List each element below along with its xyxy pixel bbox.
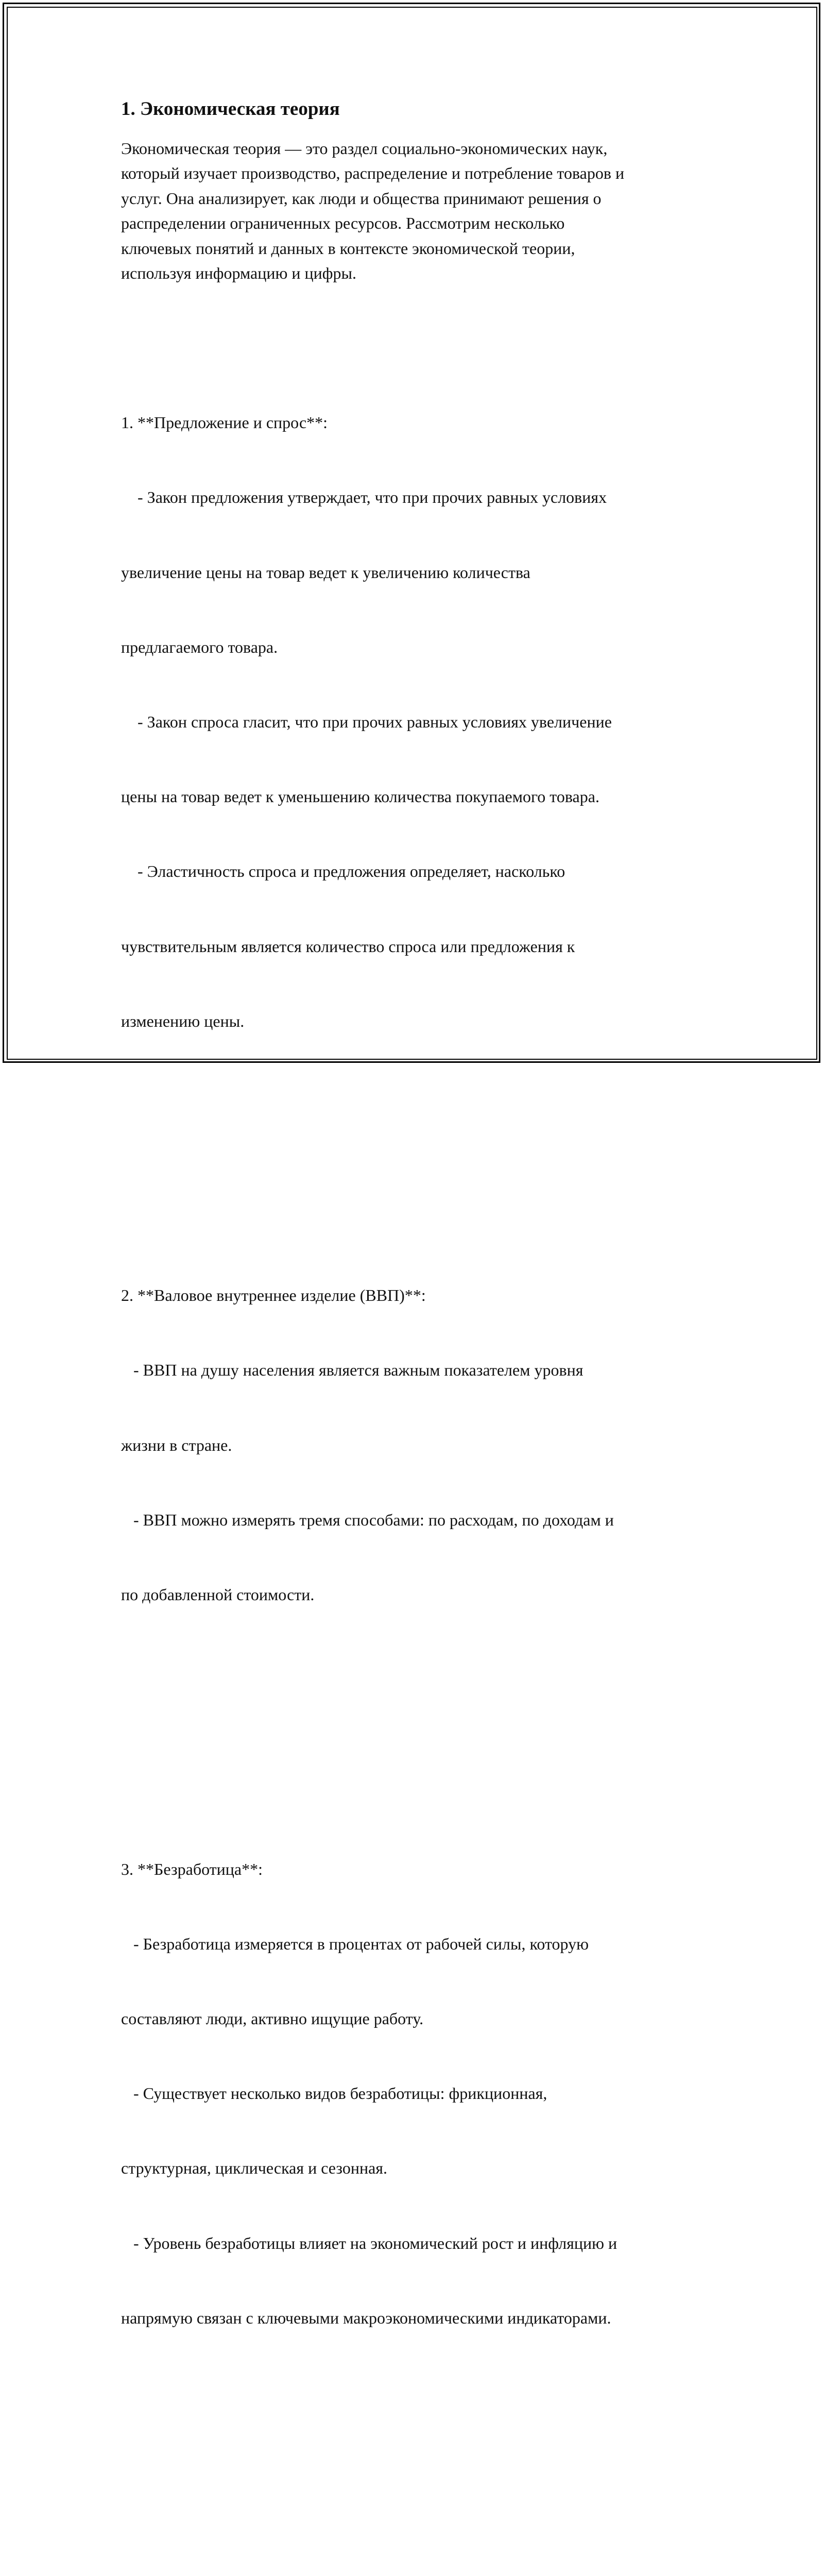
intro-line: который изучает производство, распределение и потребление товаров и bbox=[121, 164, 625, 183]
intro-line: ключевых понятий и данных в контексте экономической теории, bbox=[121, 239, 575, 258]
list-item-line: напрямую связан с ключевыми макроэкономическими индикаторами. bbox=[121, 2308, 611, 2327]
list-item-line: - Эластичность спроса и предложения определяет, насколько bbox=[121, 862, 565, 881]
list-item-line: изменению цены. bbox=[121, 1011, 245, 1030]
list-item-line: структурная, циклическая и сезонная. bbox=[121, 2159, 387, 2178]
list-item-title: 3. **Безработица**: bbox=[121, 1859, 263, 1878]
list-item-line: жизни в стране. bbox=[121, 1435, 232, 1454]
section-heading: 1. Экономическая теория bbox=[121, 98, 340, 120]
list-item-title: 2. **Валовое внутреннее изделие (ВВП)**: bbox=[121, 1286, 426, 1305]
concepts-list bbox=[121, 310, 718, 2576]
list-item-supply-demand bbox=[121, 360, 718, 1083]
list-item-line: цены на товар ведет к уменьшению количества покупаемого товара. bbox=[121, 787, 599, 806]
list-item-line: - Существует несколько видов безработицы: фрикционная, bbox=[121, 2084, 547, 2103]
paragraph-gap bbox=[121, 2430, 718, 2455]
list-item-gdp bbox=[121, 1233, 718, 1657]
list-item-line: по добавленной стоимости. bbox=[121, 1585, 315, 1604]
document-page bbox=[121, 95, 718, 2576]
list-item-line: - Закон спроса гласит, что при прочих равных условиях увеличение bbox=[121, 712, 612, 731]
list-item-line: - ВВП на душу населения является важным показателем уровня bbox=[121, 1361, 583, 1380]
list-item-inflation bbox=[121, 2530, 718, 2576]
list-item-line: - Закон предложения утверждает, что при прочих равных условиях bbox=[121, 488, 607, 507]
intro-line: используя информацию и цифры. bbox=[121, 264, 356, 283]
list-item-title: 1. **Предложение и спрос**: bbox=[121, 413, 328, 432]
intro-line: услуг. Она анализирует, как люди и общества принимают решения о bbox=[121, 189, 602, 208]
list-item-line: увеличение цены на товар ведет к увеличению количества bbox=[121, 563, 530, 582]
list-item-line: чувствительным является количество спроса или предложения к bbox=[121, 937, 575, 956]
intro-line: распределении ограниченных ресурсов. Рассмотрим несколько bbox=[121, 214, 565, 233]
list-item-line: составляют люди, активно ищущие работу. bbox=[121, 2009, 424, 2028]
list-item-unemployment bbox=[121, 1807, 718, 2380]
list-item-line: предлагаемого товара. bbox=[121, 637, 278, 656]
list-item-line: - ВВП можно измерять тремя способами: по расходам, по доходам и bbox=[121, 1510, 614, 1529]
paragraph-gap bbox=[121, 1707, 718, 1732]
intro-paragraph bbox=[121, 136, 718, 285]
intro-line: Экономическая теория — это раздел социально-экономических наук, bbox=[121, 139, 608, 158]
list-item-line: - Уровень безработицы влияет на экономический рост и инфляцию и bbox=[121, 2233, 617, 2252]
paragraph-gap bbox=[121, 1133, 718, 1158]
list-item-line: - Безработица измеряется в процентах от рабочей силы, которую bbox=[121, 1934, 589, 1953]
